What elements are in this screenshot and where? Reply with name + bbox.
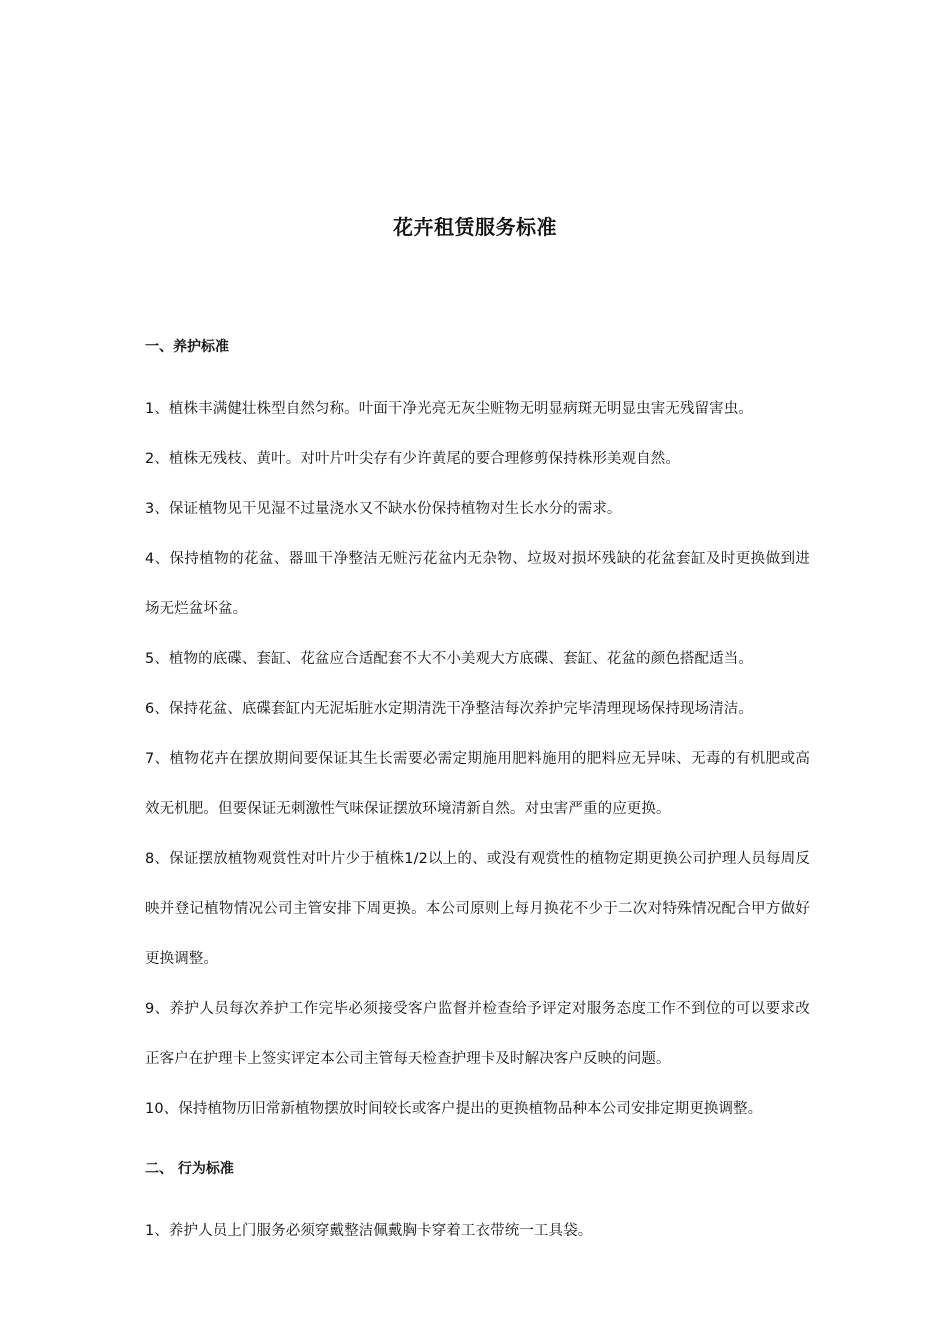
paragraph: 3、保证植物见干见湿不过量浇水又不缺水份保持植物对生长水分的需求。 <box>145 501 622 517</box>
paragraph: 6、保持花盆、底碟套缸内无泥垢脏水定期清洗干净整洁每次养护完毕清理现场保持现场清洁。 <box>145 701 753 717</box>
paragraph: 1、养护人员上门服务必须穿戴整洁佩戴胸卡穿着工衣带统一工具袋。 <box>145 1223 593 1239</box>
paragraph: 9、养护人员每次养护工作完毕必须接受客户监督并检查给予评定对服务态度工作不到位的可以要求改正客户在护理卡上签实评定本公司主管每天检查护理卡及时解决客户反映的问题。 <box>145 1001 810 1067</box>
section-heading-maintenance: 一、养护标准 <box>145 339 229 355</box>
paragraph: 7、植物花卉在摆放期间要保证其生长需要必需定期施用肥料施用的肥料应无异味、无毒的有机肥或高效无机肥。但要保证无刺激性气味保证摆放环境清新自然。对虫害严重的应更换。 <box>145 751 810 817</box>
paragraph: 4、保持植物的花盆、器皿干净整洁无赃污花盆内无杂物、垃圾对损坏残缺的花盆套缸及时更换做到进场无烂盆坏盆。 <box>145 551 810 617</box>
paragraph: 8、保证摆放植物观赏性对叶片少于植株1/2以上的、或没有观赏性的植物定期更换公司护理人员每周反映并登记植物情况公司主管安排下周更换。本公司原则上每月换花不少于二次对特殊情况配合甲方做好更换调整。 <box>145 851 810 967</box>
paragraph: 1、植株丰满健壮株型自然匀称。叶面干净光亮无灰尘赃物无明显病斑无明显虫害无残留害虫。 <box>145 401 753 417</box>
section-heading-conduct: 二、 行为标准 <box>145 1161 234 1177</box>
document-title: 花卉租赁服务标准 <box>393 215 557 239</box>
paragraph: 5、植物的底碟、套缸、花盆应合适配套不大不小美观大方底碟、套缸、花盆的颜色搭配适当。 <box>145 651 753 667</box>
document-body <box>145 336 810 1256</box>
paragraph: 2、植株无残枝、黄叶。对叶片叶尖存有少许黄尾的要合理修剪保持株形美观自然。 <box>145 451 680 467</box>
paragraph: 10、保持植物历旧常新植物摆放时间较长或客户提出的更换植物品种本公司安排定期更换调整。 <box>145 1101 763 1117</box>
